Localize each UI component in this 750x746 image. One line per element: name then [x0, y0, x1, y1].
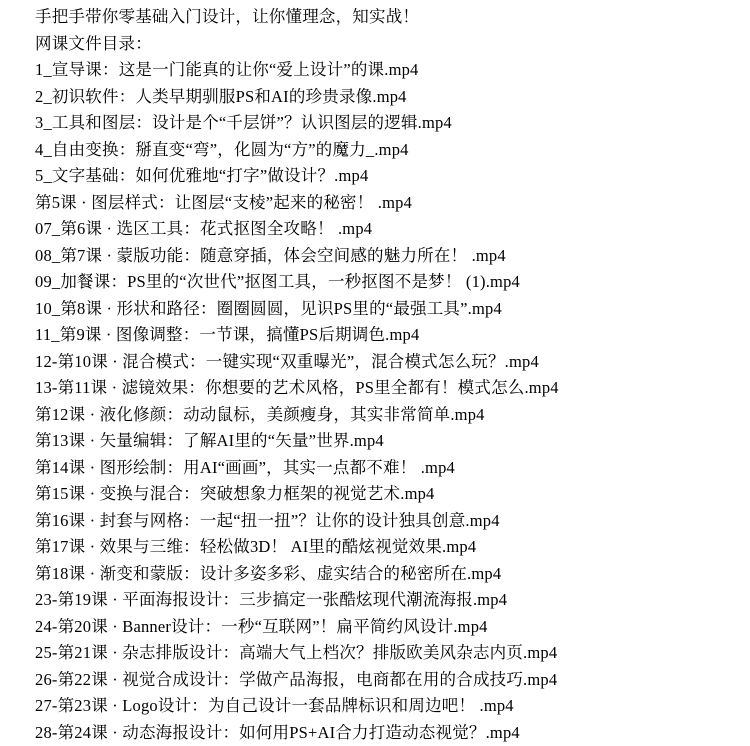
file-list-item: 第14课 · 图形绘制：用AI“画画”，其实一点都不难！ .mp4 — [35, 455, 740, 482]
file-list-item: 24-第20课 · Banner设计：一秒“互联网”！扁平简约风设计.mp4 — [35, 614, 740, 641]
file-list-item: 第15课 · 变换与混合：突破想象力框架的视觉艺术.mp4 — [35, 481, 740, 508]
directory-label: 网课文件目录： — [35, 31, 740, 58]
file-list-item: 08_第7课 · 蒙版功能：随意穿插，体会空间感的魅力所在！ .mp4 — [35, 243, 740, 270]
file-list-item: 4_自由变换：掰直变“弯”，化圆为“方”的魔力_.mp4 — [35, 137, 740, 164]
file-list-item: 07_第6课 · 选区工具：花式抠图全攻略！ .mp4 — [35, 216, 740, 243]
file-list-item: 26-第22课 · 视觉合成设计：学做产品海报，电商都在用的合成技巧.mp4 — [35, 667, 740, 694]
file-list-item: 第12课 · 液化修颜：动动鼠标，美颜瘦身，其实非常简单.mp4 — [35, 402, 740, 429]
file-list-item: 第5课 · 图层样式：让图层“支棱”起来的秘密！ .mp4 — [35, 190, 740, 217]
file-list-item: 09_加餐课：PS里的“次世代”抠图工具，一秒抠图不是梦！ (1).mp4 — [35, 269, 740, 296]
file-list-item: 12-第10课 · 混合模式：一键实现“双重曝光”，混合模式怎么玩？.mp4 — [35, 349, 740, 376]
file-list-item: 2_初识软件：人类早期驯服PS和AI的珍贵录像.mp4 — [35, 84, 740, 111]
file-list-item: 27-第23课 · Logo设计：为自己设计一套品牌标识和周边吧！ .mp4 — [35, 693, 740, 720]
file-list-item: 3_工具和图层：设计是个“千层饼”？认识图层的逻辑.mp4 — [35, 110, 740, 137]
file-list-item: 25-第21课 · 杂志排版设计：高端大气上档次？排版欧美风杂志内页.mp4 — [35, 640, 740, 667]
file-list-item: 第13课 · 矢量编辑：了解AI里的“矢量”世界.mp4 — [35, 428, 740, 455]
file-list-item: 第18课 · 渐变和蒙版：设计多姿多彩、虚实结合的秘密所在.mp4 — [35, 561, 740, 588]
file-list-item: 1_宣导课：这是一门能真的让你“爱上设计”的课.mp4 — [35, 57, 740, 84]
file-list-item: 28-第24课 · 动态海报设计：如何用PS+AI合力打造动态视觉？.mp4 — [35, 720, 740, 746]
file-list-item: 23-第19课 · 平面海报设计：三步搞定一张酷炫现代潮流海报.mp4 — [35, 587, 740, 614]
file-list-item: 5_文字基础：如何优雅地“打字”做设计？.mp4 — [35, 163, 740, 190]
file-list-item: 10_第8课 · 形状和路径：圈圈圆圆，见识PS里的“最强工具”.mp4 — [35, 296, 740, 323]
file-list-item: 13-第11课 · 滤镜效果：你想要的艺术风格，PS里全都有！模式怎么.mp4 — [35, 375, 740, 402]
page-title: 手把手带你零基础入门设计，让你懂理念，知实战！ — [35, 4, 740, 31]
file-list-item: 11_第9课 · 图像调整：一节课，搞懂PS后期调色.mp4 — [35, 322, 740, 349]
file-list-item: 第16课 · 封套与网格：一起“扭一扭”？让你的设计独具创意.mp4 — [35, 508, 740, 535]
file-list-item: 第17课 · 效果与三维：轻松做3D！ AI里的酷炫视觉效果.mp4 — [35, 534, 740, 561]
